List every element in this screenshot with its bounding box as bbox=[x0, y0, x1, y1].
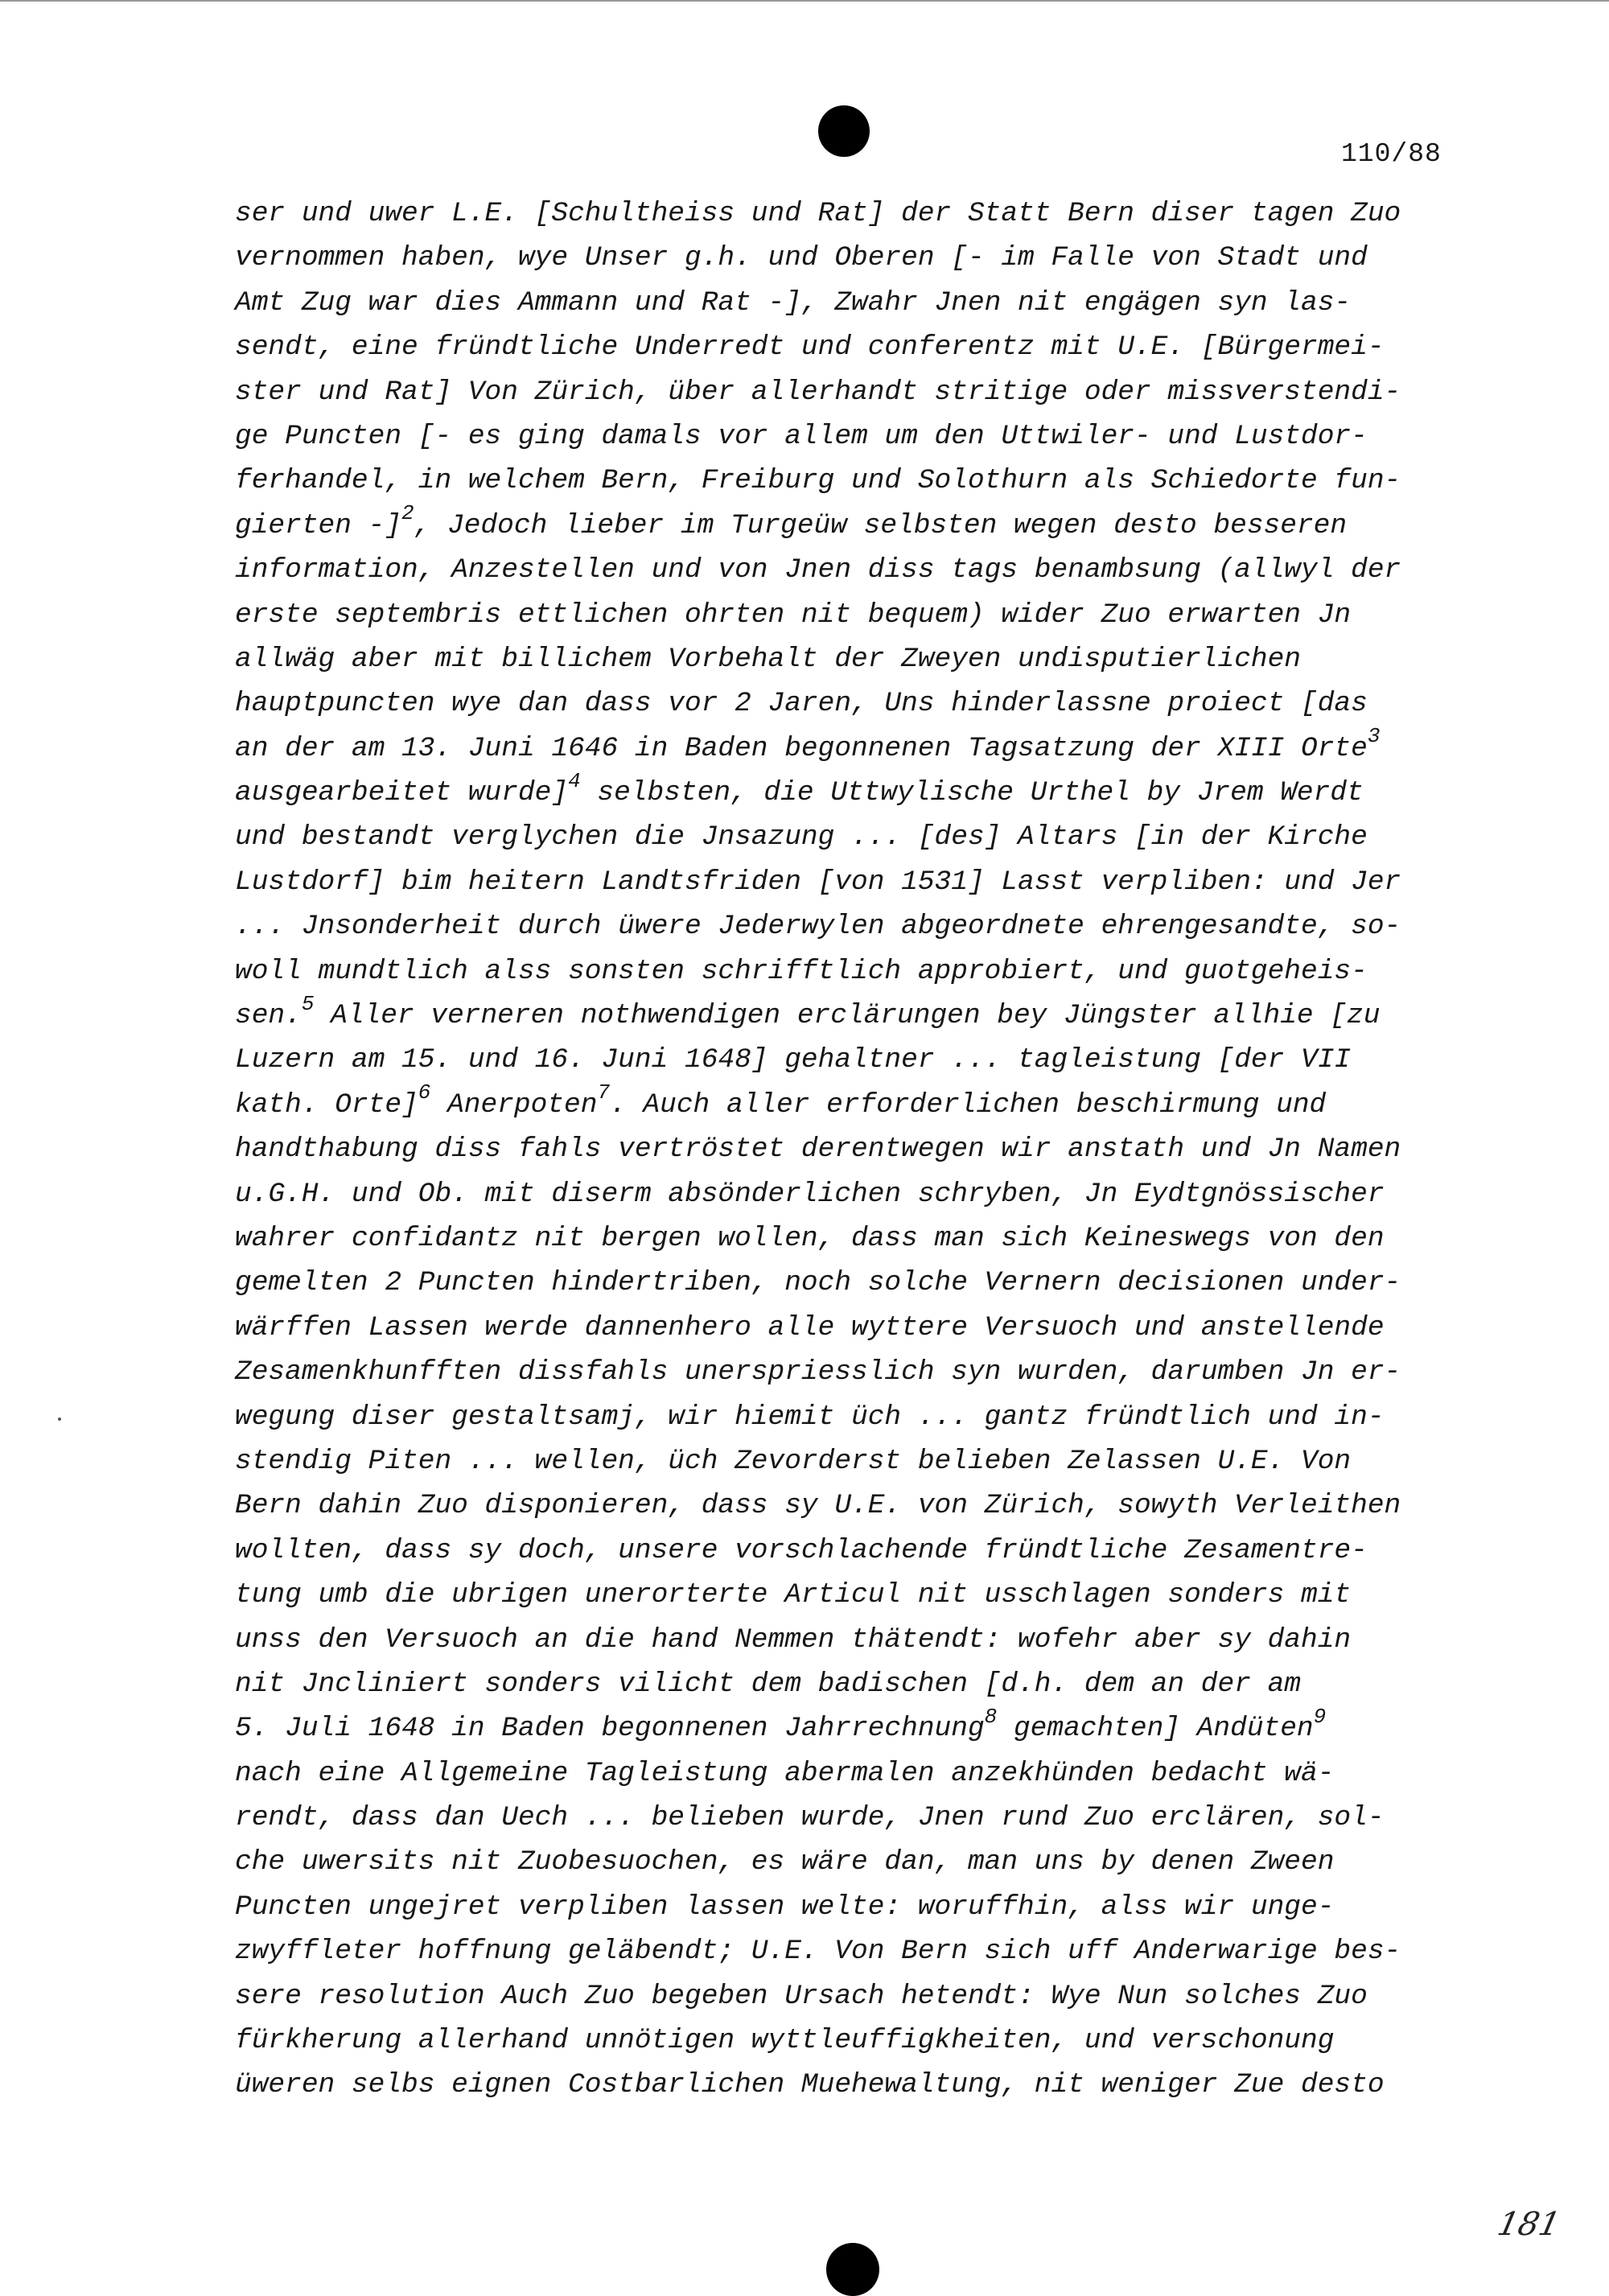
text-line bbox=[235, 281, 1480, 325]
text-segment: Bern dahin Zuo disponieren, dass sy U.E. von Zürich, sowyth Verleithen bbox=[235, 1490, 1401, 1522]
text-line bbox=[235, 1080, 1480, 1127]
text-segment: tung umb die ubrigen unerorterte Articul nit usschlagen sonders mit bbox=[235, 1579, 1352, 1611]
text-segment: 5. Juli 1648 in Baden begonnenen Jahrrechnung bbox=[235, 1713, 985, 1745]
text-segment: Lustdorf] bim heitern Landtsfriden [von 1531] Lasst verpliben: und Jer bbox=[235, 866, 1401, 898]
text-line bbox=[235, 1529, 1480, 1573]
text-segment: Zesamenkhunfften dissfahls unerspriesslich syn wurden, darumben Jn er- bbox=[235, 1356, 1401, 1389]
text-line bbox=[235, 1261, 1480, 1305]
text-segment: wegung diser gestaltsamj, wir hiemit üch ... gantz fründtlich und in- bbox=[235, 1401, 1385, 1433]
text-segment: ser und uwer L.E. [Schultheiss und Rat] der Statt Bern diser tagen Zuo bbox=[235, 198, 1401, 229]
text-line bbox=[235, 768, 1480, 815]
text-segment: woll mundtlich alss sonsten schrifftlich approbiert, und guotgeheis- bbox=[235, 955, 1368, 987]
text-segment: ferhandel, in welchem Bern, Freiburg und Solothurn als Schiedorte fun- bbox=[235, 465, 1401, 497]
text-segment: Luzern am 15. und 16. Juni 1648] gehaltner ... tagleistung [der VII bbox=[235, 1044, 1352, 1076]
text-line bbox=[235, 949, 1480, 994]
footnote-marker: 6 bbox=[418, 1080, 431, 1105]
text-segment: fürkherung allerhand unnötigen wyttleuffigkheiten, und verschonung bbox=[235, 2025, 1335, 2057]
text-line bbox=[235, 1929, 1480, 1973]
footnote-marker: 9 bbox=[1313, 1704, 1327, 1729]
text-line bbox=[235, 548, 1480, 592]
text-segment: wärffen Lassen werde dannenhero alle wyttere Versuoch und anstellende bbox=[235, 1311, 1385, 1343]
handwritten-folio-number: 181 bbox=[1494, 2206, 1564, 2243]
text-segment: information, Anzestellen und von Jnen diss tags benambsung (allwyl der bbox=[235, 554, 1401, 586]
text-segment: unss den Versuoch an die hand Nemmen thätendt: wofehr aber sy dahin bbox=[235, 1623, 1352, 1656]
text-line bbox=[235, 681, 1480, 726]
text-line bbox=[235, 459, 1480, 503]
text-line bbox=[235, 593, 1480, 637]
text-segment: Aller verneren nothwendigen erclärungen bey Jüngster allhie [zu bbox=[314, 1000, 1381, 1032]
text-line bbox=[235, 1840, 1480, 1884]
text-line bbox=[235, 1706, 1480, 1751]
text-segment: u.G.H. und Ob. mit diserm absönderlichen schryben, Jn Eydtgnössischer bbox=[235, 1178, 1385, 1210]
text-segment: nit Jncliniert sonders vilicht dem badischen [d.h. dem an der am bbox=[235, 1668, 1302, 1700]
text-segment: rendt, dass dan Uech ... belieben wurde, Jnen rund Zuo erclären, sol- bbox=[235, 1802, 1385, 1834]
text-line bbox=[235, 1751, 1480, 1796]
text-segment: sen. bbox=[235, 1000, 302, 1032]
text-line bbox=[235, 501, 1480, 548]
text-line bbox=[235, 815, 1480, 859]
page-number: 110/88 bbox=[1341, 139, 1442, 169]
text-line bbox=[235, 191, 1480, 236]
text-segment: ge Puncten [- es ging damals vor allem um den Uttwiler- und Lustdor- bbox=[235, 420, 1368, 452]
text-segment: stendig Piten ... wellen, üch Zevorderst belieben Zelassen U.E. Von bbox=[235, 1445, 1352, 1477]
text-segment: erste septembris ettlichen ohrten nit bequem) wider Zuo erwarten Jn bbox=[235, 599, 1352, 631]
text-segment: ausgearbeitet wurde] bbox=[235, 777, 569, 809]
text-segment: handthabung diss fahls vertröstet derentwegen wir anstath und Jn Namen bbox=[235, 1134, 1401, 1166]
text-line bbox=[235, 1395, 1480, 1439]
text-segment: allwäg aber mit billichem Vorbehalt der Zweyen undisputierlichen bbox=[235, 643, 1302, 675]
text-line bbox=[235, 1172, 1480, 1216]
footnote-marker: 2 bbox=[401, 501, 414, 526]
text-line bbox=[235, 414, 1480, 459]
text-line bbox=[235, 1573, 1480, 1617]
text-segment: sendt, eine fründtliche Underredt und conferentz mit U.E. [Bürgermei- bbox=[235, 331, 1385, 364]
footnote-marker: 4 bbox=[568, 768, 581, 793]
text-segment: nach eine Allgemeine Tagleistung abermalen anzekhünden bedacht wä- bbox=[235, 1757, 1335, 1789]
text-line bbox=[235, 2018, 1480, 2063]
text-line bbox=[235, 1796, 1480, 1840]
text-segment: wollten, dass sy doch, unsere vorschlachende fründtliche Zesamentre- bbox=[235, 1534, 1368, 1566]
text-segment: vernommen haben, wye Unser g.h. und Oberen [- im Falle von Stadt und bbox=[235, 242, 1368, 274]
text-segment: gemachten] Andüten bbox=[997, 1713, 1314, 1745]
text-line bbox=[235, 637, 1480, 681]
text-segment: hauptpuncten wye dan dass vor 2 Jaren, Uns hinderlassne proiect [das bbox=[235, 688, 1368, 720]
margin-speck bbox=[58, 1418, 61, 1421]
text-line bbox=[235, 370, 1480, 414]
text-line bbox=[235, 726, 1480, 771]
footnote-marker: 3 bbox=[1367, 724, 1381, 749]
text-segment: , Jedoch lieber im Turgeüw selbsten wegen desto besseren bbox=[414, 509, 1348, 541]
text-line bbox=[235, 1216, 1480, 1261]
text-line bbox=[235, 904, 1480, 948]
text-segment: ... Jnsonderheit durch üwere Jederwylen abgeordnete ehrengesandte, so- bbox=[235, 911, 1401, 943]
text-line bbox=[235, 1306, 1480, 1350]
text-line bbox=[235, 2063, 1480, 2107]
text-segment: ster und Rat] Von Zürich, über allerhandt stritige oder missverstendi- bbox=[235, 376, 1401, 408]
text-segment: wahrer confidantz nit bergen wollen, dass man sich Keineswegs von den bbox=[235, 1222, 1385, 1254]
document-body bbox=[235, 191, 1480, 2108]
text-segment: und bestandt verglychen die Jnsazung ... [des] Altars [in der Kirche bbox=[235, 821, 1368, 854]
punch-hole-bottom bbox=[826, 2243, 879, 2296]
text-segment: che uwersits nit Zuobesuochen, es wäre dan, man uns by denen Zween bbox=[235, 1846, 1335, 1878]
text-segment: üweren selbs eignen Costbarlichen Muehewaltung, nit weniger Zue desto bbox=[235, 2069, 1385, 2101]
text-line bbox=[235, 991, 1480, 1038]
text-line bbox=[235, 1038, 1480, 1082]
text-line bbox=[235, 1350, 1480, 1394]
text-segment: selbsten, die Uttwylische Urthel by Jrem Werdt bbox=[580, 777, 1364, 809]
text-line bbox=[235, 1662, 1480, 1706]
footnote-marker: 5 bbox=[301, 991, 315, 1016]
text-segment: sere resolution Auch Zuo begeben Ursach hetendt: Wye Nun solches Zuo bbox=[235, 1980, 1368, 2012]
text-line bbox=[235, 325, 1480, 369]
footnote-marker: 8 bbox=[984, 1704, 998, 1729]
text-segment: an der am 13. Juni 1646 in Baden begonnenen Tagsatzung der XIII Orte bbox=[235, 732, 1368, 764]
text-line bbox=[235, 1483, 1480, 1528]
text-line bbox=[235, 860, 1480, 904]
footnote-marker: 7 bbox=[597, 1080, 611, 1105]
text-segment: gemelten 2 Puncten hindertriben, noch solche Vernern decisionen under- bbox=[235, 1267, 1401, 1299]
text-segment: zwyffleter hoffnung geläbendt; U.E. Von Bern sich uff Anderwarige bes- bbox=[235, 1936, 1401, 1968]
text-segment: Puncten ungejret verpliben lassen welte: woruffhin, alss wir unge- bbox=[235, 1891, 1335, 1923]
text-segment: gierten -] bbox=[235, 509, 402, 541]
text-line bbox=[235, 1439, 1480, 1483]
text-line bbox=[235, 1974, 1480, 2018]
text-line bbox=[235, 1885, 1480, 1929]
text-segment: Amt Zug war dies Ammann und Rat -], Zwahr Jnen nit engägen syn las- bbox=[235, 286, 1352, 319]
text-segment: kath. Orte] bbox=[235, 1088, 418, 1121]
top-edge-rule bbox=[0, 0, 1609, 2]
text-line bbox=[235, 1618, 1480, 1662]
punch-hole-top bbox=[818, 105, 870, 157]
text-line bbox=[235, 236, 1480, 280]
text-segment: . Auch aller erforderlichen beschirmung und bbox=[610, 1088, 1327, 1121]
text-segment: Anerpoten bbox=[430, 1088, 598, 1121]
text-line bbox=[235, 1127, 1480, 1171]
